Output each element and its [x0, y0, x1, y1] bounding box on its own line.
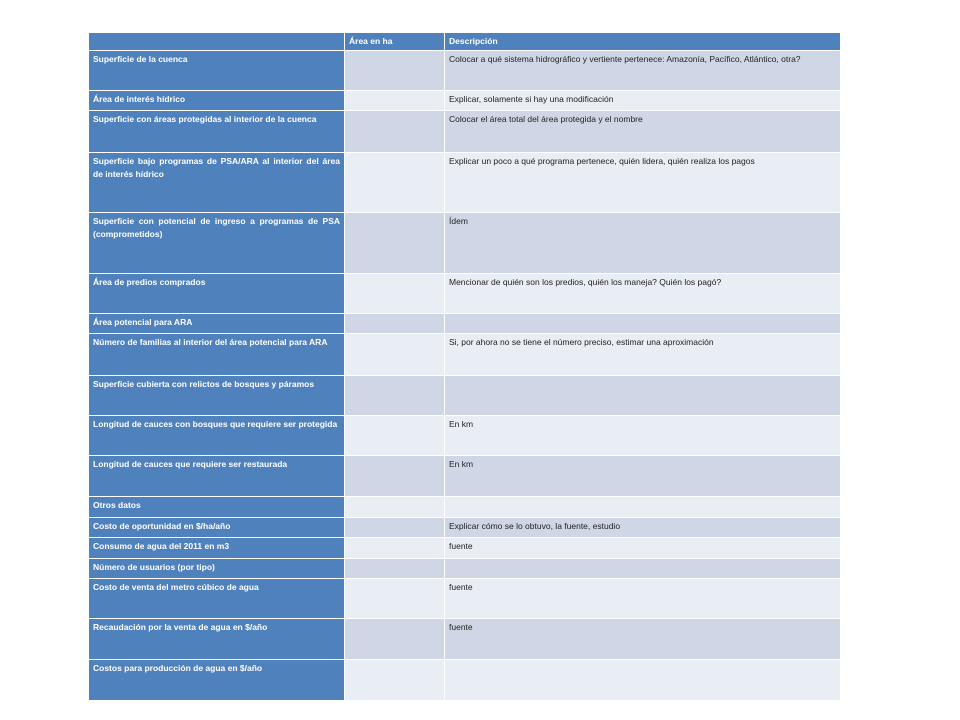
row-area — [345, 456, 445, 497]
table-row — [89, 376, 841, 416]
row-description: En km — [445, 456, 841, 497]
row-label: Superficie bajo programas de PSA/ARA al interior del área de interés hídrico — [89, 153, 345, 213]
table-row — [89, 416, 841, 456]
row-label: Superficie con áreas protegidas al interior de la cuenca — [89, 111, 345, 153]
row-label: Costos para producción de agua en $/año — [89, 660, 345, 701]
table-row — [89, 660, 841, 701]
table-row — [89, 111, 841, 153]
row-area — [345, 51, 445, 91]
row-description: fuente — [445, 619, 841, 660]
row-description: Explicar un poco a qué programa pertenece, quién lidera, quién realiza los pagos — [445, 153, 841, 213]
row-description: Colocar el área total del área protegida y el nombre — [445, 111, 841, 153]
row-area — [345, 559, 445, 579]
header-description: Descripción — [445, 33, 841, 51]
row-description — [445, 376, 841, 416]
row-description: fuente — [445, 538, 841, 559]
table-row — [89, 334, 841, 376]
row-label: Área de predios comprados — [89, 274, 345, 314]
row-label: Consumo de agua del 2011 en m3 — [89, 538, 345, 559]
row-description: Explicar cómo se lo obtuvo, la fuente, estudio — [445, 518, 841, 538]
row-label: Número de familias al interior del área potencial para ARA — [89, 334, 345, 376]
row-area — [345, 274, 445, 314]
table-row — [89, 51, 841, 91]
row-label: Superficie con potencial de ingreso a programas de PSA (comprometidos) — [89, 213, 345, 274]
row-label: Longitud de cauces con bosques que requiere ser protegida — [89, 416, 345, 456]
row-area — [345, 579, 445, 619]
row-area — [345, 153, 445, 213]
row-description — [445, 314, 841, 334]
row-description: Ídem — [445, 213, 841, 274]
header-area: Área en ha — [345, 33, 445, 51]
row-description: Colocar a qué sistema hidrográfico y vertiente pertenece: Amazonía, Pacífico, Atlántico, otra? — [445, 51, 841, 91]
row-area — [345, 376, 445, 416]
table-row — [89, 497, 841, 518]
table-row — [89, 213, 841, 274]
row-description: Explicar, solamente si hay una modificación — [445, 91, 841, 111]
row-label: Área de interés hídrico — [89, 91, 345, 111]
row-description: En km — [445, 416, 841, 456]
table-row — [89, 579, 841, 619]
row-description: Mencionar de quién son los predios, quién los maneja? Quién los pagó? — [445, 274, 841, 314]
table-row — [89, 456, 841, 497]
row-area — [345, 334, 445, 376]
table-row — [89, 619, 841, 660]
row-description: Si, por ahora no se tiene el número preciso, estimar una aproximación — [445, 334, 841, 376]
table-row — [89, 538, 841, 559]
table-row — [89, 314, 841, 334]
data-table — [88, 32, 841, 701]
row-area — [345, 497, 445, 518]
row-label: Costo de oportunidad en $/ha/año — [89, 518, 345, 538]
table-row — [89, 518, 841, 538]
row-area — [345, 538, 445, 559]
row-area — [345, 91, 445, 111]
row-area — [345, 111, 445, 153]
row-description — [445, 559, 841, 579]
row-area — [345, 416, 445, 456]
table-row — [89, 91, 841, 111]
row-area — [345, 314, 445, 334]
row-label: Otros datos — [89, 497, 345, 518]
table-row — [89, 274, 841, 314]
row-label: Área potencial para ARA — [89, 314, 345, 334]
row-description — [445, 497, 841, 518]
row-area — [345, 213, 445, 274]
row-area — [345, 518, 445, 538]
row-label: Longitud de cauces que requiere ser restaurada — [89, 456, 345, 497]
table-row — [89, 559, 841, 579]
row-description — [445, 660, 841, 701]
row-description: fuente — [445, 579, 841, 619]
row-label: Superficie cubierta con relictos de bosques y páramos — [89, 376, 345, 416]
row-area — [345, 660, 445, 701]
header-label — [89, 33, 345, 51]
row-label: Costo de venta del metro cúbico de agua — [89, 579, 345, 619]
row-area — [345, 619, 445, 660]
header-row — [89, 33, 841, 51]
row-label: Recaudación por la venta de agua en $/año — [89, 619, 345, 660]
row-label: Número de usuarios (por tipo) — [89, 559, 345, 579]
table-row — [89, 153, 841, 213]
row-label: Superficie de la cuenca — [89, 51, 345, 91]
